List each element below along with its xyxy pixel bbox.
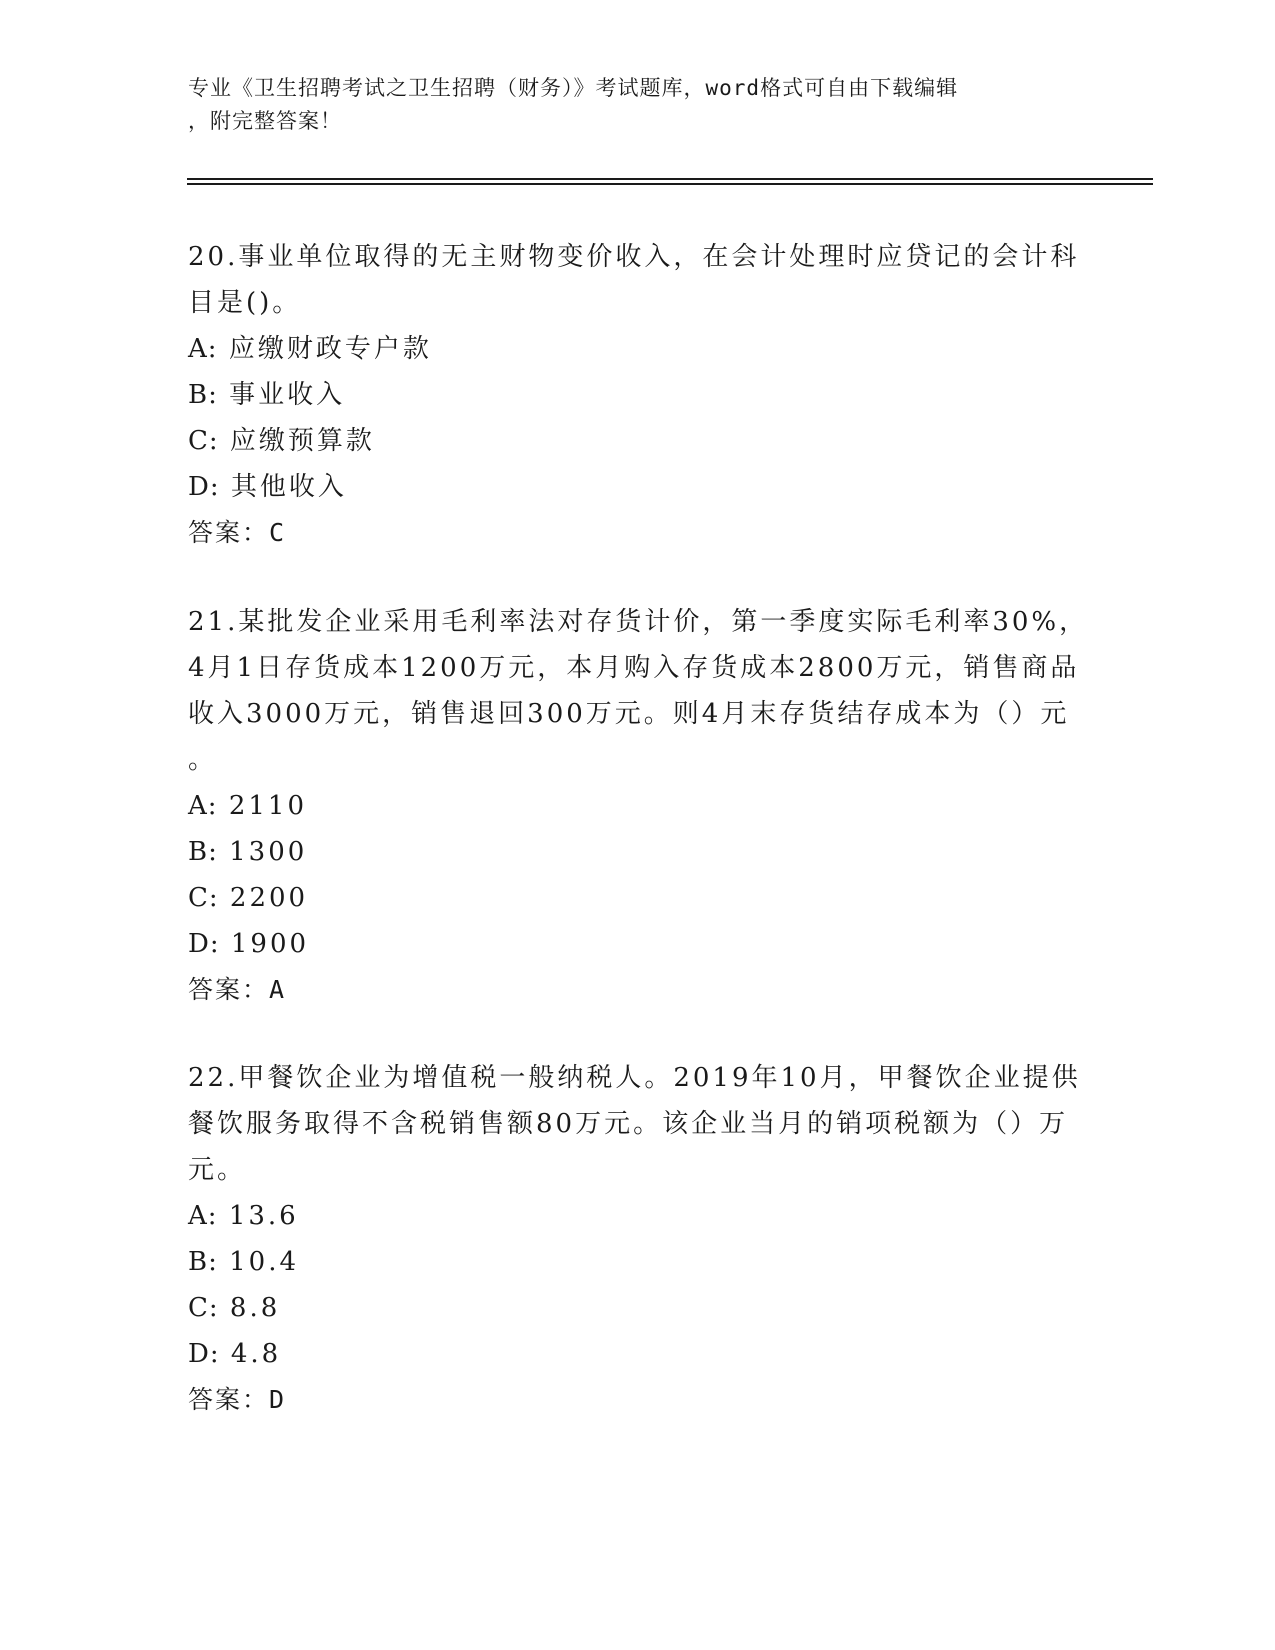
option-label: B: xyxy=(188,837,218,867)
option-text: 8.8 xyxy=(229,1293,281,1323)
question-line: 元。 xyxy=(188,1155,247,1185)
option-label: D: xyxy=(188,1339,220,1369)
answer-line: 答案：D xyxy=(188,1385,287,1414)
answer-line: 答案：C xyxy=(188,518,287,547)
option-a xyxy=(188,783,1088,829)
option-text: 事业收入 xyxy=(229,380,346,410)
option-d xyxy=(188,1331,1088,1377)
question-20 xyxy=(188,234,1088,556)
question-line: 收入3000万元，销售退回300万元。则4月末存货结存成本为（）元 xyxy=(188,699,1070,729)
header-divider-top xyxy=(187,178,1153,180)
option-label: B: xyxy=(188,1247,218,1277)
option-label: C: xyxy=(188,883,219,913)
question-line: 4月1日存货成本1200万元，本月购入存货成本2800万元，销售商品 xyxy=(188,653,1080,683)
option-text: 应缴预算款 xyxy=(229,426,375,456)
option-label: C: xyxy=(188,426,219,456)
option-d xyxy=(188,464,1088,510)
option-c xyxy=(188,418,1088,464)
option-label: A: xyxy=(188,791,218,821)
header-divider-bottom xyxy=(187,183,1153,185)
option-label: A: xyxy=(188,1201,218,1231)
question-text xyxy=(188,1055,1088,1193)
option-d xyxy=(188,921,1088,967)
option-text: 2200 xyxy=(229,883,309,913)
question-21 xyxy=(188,599,1088,1013)
question-line: 20.事业单位取得的无主财物变价收入，在会计处理时应贷记的会计科 xyxy=(188,242,1080,272)
option-text: 10.4 xyxy=(229,1247,300,1277)
question-line: 目是()。 xyxy=(188,288,302,318)
option-label: D: xyxy=(188,472,220,502)
option-text: 其他收入 xyxy=(230,472,347,502)
option-label: B: xyxy=(188,380,218,410)
option-text: 4.8 xyxy=(230,1339,282,1369)
option-b xyxy=(188,829,1088,875)
option-c xyxy=(188,875,1088,921)
header-line-1: 专业《卫生招聘考试之卫生招聘（财务）》考试题库，word格式可自由下载编辑 xyxy=(188,76,959,100)
question-text xyxy=(188,599,1088,783)
option-c xyxy=(188,1285,1088,1331)
question-22 xyxy=(188,1055,1088,1423)
answer-line: 答案：A xyxy=(188,975,287,1004)
header-line-2: ，附完整答案！ xyxy=(188,109,342,133)
document-header xyxy=(188,72,1088,138)
option-text: 应缴财政专户款 xyxy=(228,334,432,364)
option-b xyxy=(188,1239,1088,1285)
option-text: 13.6 xyxy=(228,1201,299,1231)
question-line: 餐饮服务取得不含税销售额80万元。该企业当月的销项税额为（）万 xyxy=(188,1109,1069,1139)
question-line: 21.某批发企业采用毛利率法对存货计价，第一季度实际毛利率30%， xyxy=(188,607,1089,637)
option-a xyxy=(188,326,1088,372)
question-text xyxy=(188,234,1088,326)
option-text: 1900 xyxy=(230,929,310,959)
question-line: 。 xyxy=(188,745,218,775)
option-text: 1300 xyxy=(229,837,308,867)
option-label: C: xyxy=(188,1293,219,1323)
option-a xyxy=(188,1193,1088,1239)
option-label: D: xyxy=(188,929,220,959)
option-text: 2110 xyxy=(228,791,307,821)
option-b xyxy=(188,372,1088,418)
option-label: A: xyxy=(188,334,218,364)
question-line: 22.甲餐饮企业为增值税一般纳税人。2019年10月，甲餐饮企业提供 xyxy=(188,1063,1081,1093)
